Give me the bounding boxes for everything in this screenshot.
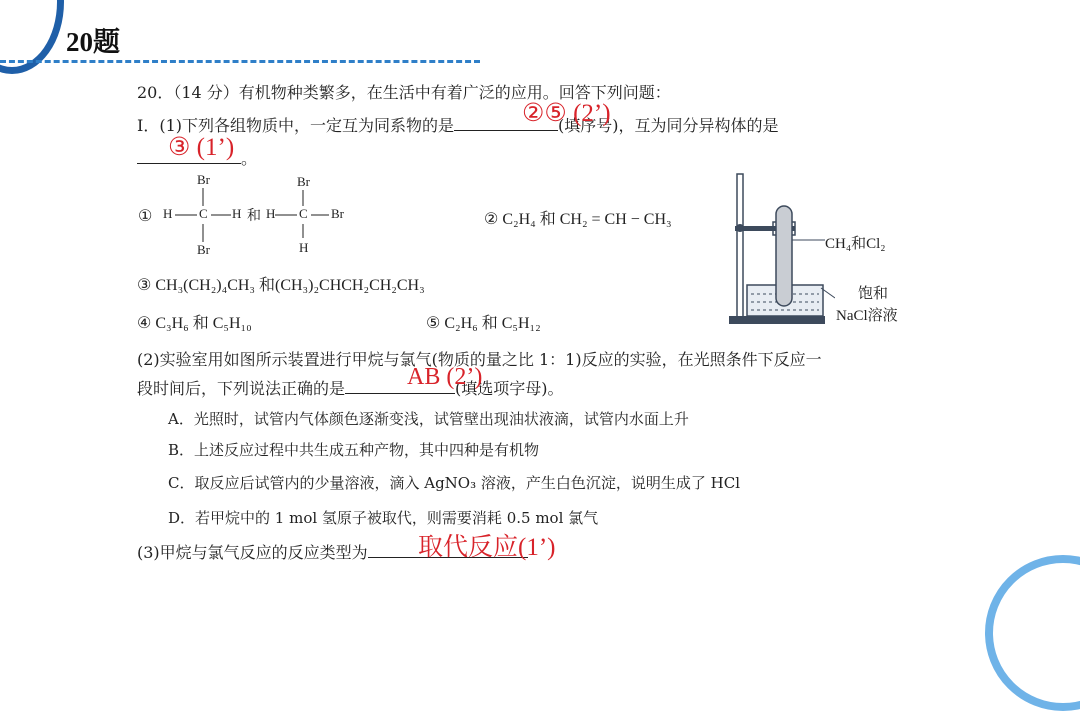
corner-arc-decoration [985,555,1080,711]
option-d: D．若甲烷中的 1 mol 氢原子被取代，则需要消耗 0.5 mol 氯气 [168,509,599,527]
experiment-apparatus-diagram [725,170,835,330]
part2-line2 [137,376,564,399]
apparatus-label-nacl: NaCl溶液 [836,308,898,324]
bond-lines [263,170,373,260]
option-c: C．取反应后试管内的少量溶液，滴入 AgNO₃ 溶液，产生白色沉淀，说明生成了 HCl [168,474,741,492]
part1-prefix: Ⅰ．(1)下列各组物质中，一定互为同系物的是 [137,116,454,135]
part3-prefix: (3)甲烷与氯气反应的反应类型为 [137,543,368,562]
atom-h: H [232,206,242,221]
option-5: ⑤ C₂H₆ 和 C₅H₁₂ [426,315,541,332]
atom-br: Br [331,206,344,221]
option-1-and: 和 [247,209,261,224]
option-1-structures [135,170,365,260]
option-4: ④ C₃H₆ 和 C₅H₁₀ [137,315,252,332]
answer-3: AB (2’) [407,364,483,390]
atom-c: C [199,206,208,221]
atom-c: C [299,206,308,221]
answer-1: ②⑤ (2’) [522,100,611,127]
title-divider [0,60,480,63]
question-intro: 20．（14 分）有机物种类繁多，在生活中有着广泛的应用。回答下列问题： [137,83,671,102]
answer-4-score: (1’) [518,534,556,561]
option-a: A．光照时，试管内气体颜色逐渐变浅，试管壁出现油状液滴，试管内水面上升 [168,410,689,428]
atom-br: Br [197,242,210,257]
part2-suffix: (填选项字母)。 [455,379,564,398]
apparatus-label-gas: CH₄和Cl₂ [825,236,886,252]
option-1-number: ① [138,208,153,225]
option-3: ③ CH₃(CH₂)₄CH₃ 和(CH₃)₂CHCH₂CH₂CH₃ [137,277,425,294]
slide-title: 20题 [66,27,120,57]
atom-h: H [299,240,309,255]
part1-mid: (填序号)，互为同分异构体的是 [558,116,779,135]
part2-question: (2)实验室用如图所示装置进行甲烷与氯气(物质的量之比 1：1)反应的实验，在光照条件下反应一 [137,350,822,369]
answer-2: ③ (1’) [168,134,235,161]
option-2: ② C₂H₄ 和 CH₂ = CH − CH₃ [484,211,672,228]
atom-h: H [163,206,173,221]
answer-4-main: 取代反应 [418,532,519,561]
option-b: B．上述反应过程中共生成五种产物，其中四种是有机物 [168,441,540,459]
atom-br: Br [297,174,310,189]
part2-prefix: 段时间后，下列说法正确的是 [137,379,346,398]
answer-4 [418,527,556,563]
atom-br: Br [197,172,210,187]
part1-end: 。 [241,149,258,168]
atom-h: H [266,206,276,221]
apparatus-label-saturated: 饱和 [858,286,889,302]
